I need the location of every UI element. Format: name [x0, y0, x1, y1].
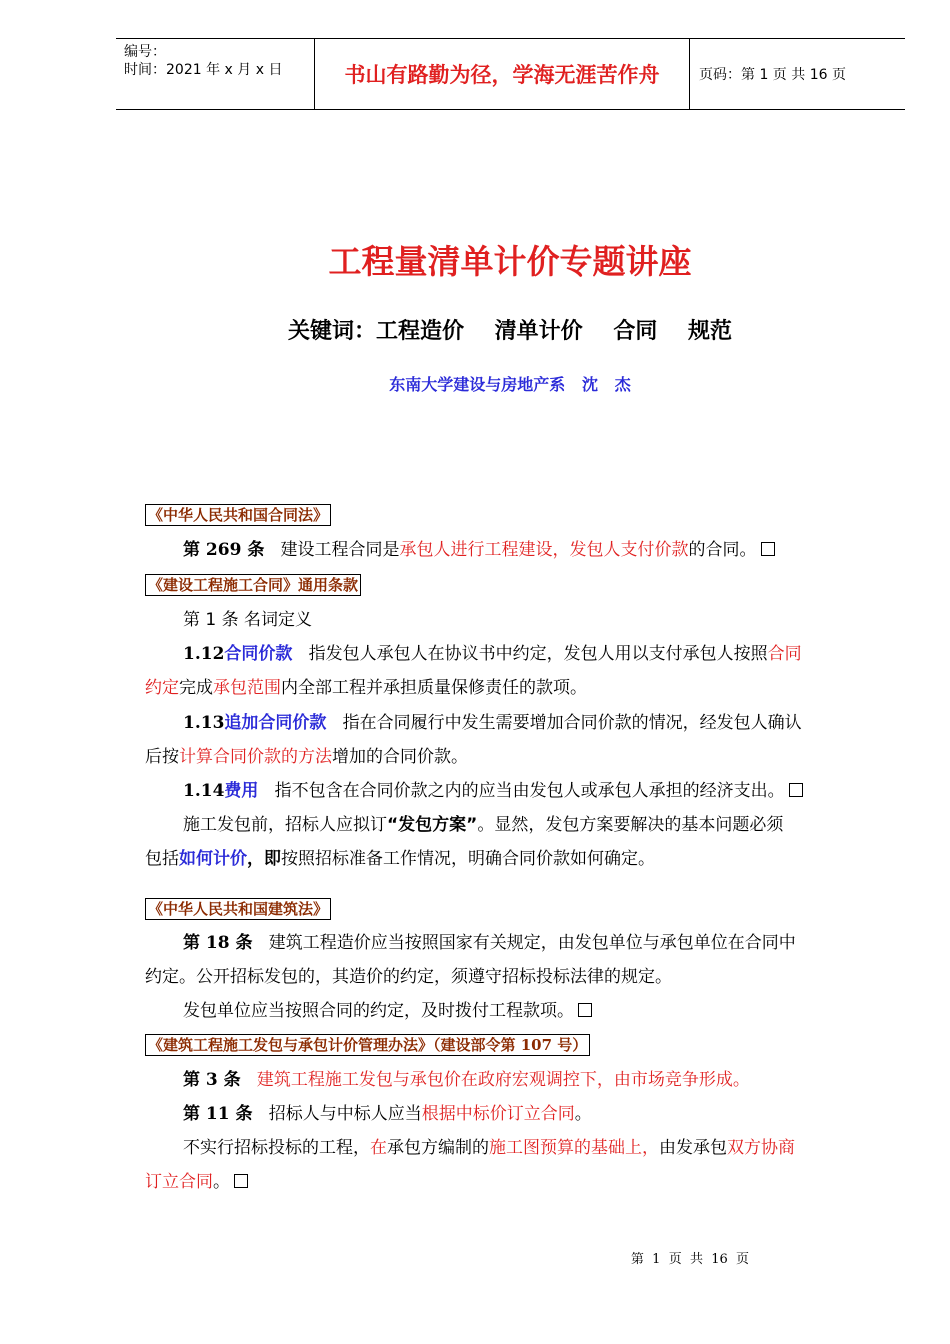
payment-paragraph: 发包单位应当按照合同的约定，及时拨付工程款项。 — [145, 994, 913, 1028]
law-title-building: 《中华人民共和国建筑法》 — [145, 898, 331, 920]
law-title-measures: 《建筑工程施工发包与承包计价管理办法》（建设部令第 107 号） — [145, 1034, 590, 1056]
note-paragraph: 施工发包前，招标人应拟订“发包方案”。显然，发包方案要解决的基本问题必须 — [183, 815, 784, 835]
author-line: 东南大学建设与房地产系 沈 杰 — [389, 375, 631, 394]
number-label: 编号： — [124, 44, 166, 60]
keyword: 合同 — [613, 319, 658, 344]
checkbox-icon — [761, 542, 775, 556]
article-1: 第 1 条 名词定义 — [183, 610, 313, 630]
keyword: 清单计价 — [494, 319, 583, 344]
clause-1-13: 1.13追加合同价款 指在合同履行中发生需要增加合同价款的情况，经发包人确认 — [183, 713, 802, 733]
clause-1-12-cont: 约定完成承包范围内全部工程并承担质量保修责任的款项。 — [145, 678, 587, 698]
checkbox-icon — [234, 1174, 248, 1188]
page-footer: 第 1 页 共 16 页 — [630, 1252, 750, 1267]
time-label: 时间：2021 年 x 月 x 日 — [124, 62, 283, 78]
article-3: 第 3 条 建筑工程施工发包与承包价在政府宏观调控下，由市场竞争形成。 — [183, 1070, 750, 1090]
keyword: 规范 — [687, 319, 732, 344]
law-title-construction-contract: 《建设工程施工合同》通用条款 — [145, 574, 361, 596]
article-11: 第 11 条 招标人与中标人应当根据中标价订立合同。 — [183, 1104, 592, 1124]
article-18: 第 18 条 建筑工程造价应当按照国家有关规定，由发包单位与承包单位在合同中 — [183, 933, 796, 953]
document-title: 工程量清单计价专题讲座 — [328, 242, 692, 281]
header-meta — [116, 39, 315, 109]
article-269: 第 269 条 建设工程合同是承包人进行工程建设，发包人支付价款的合同。 — [145, 533, 913, 567]
last-paragraph: 不实行招标投标的工程，在承包方编制的施工图预算的基础上，由发承包双方协商 — [183, 1138, 795, 1158]
clause-1-13-cont: 后按计算合同价款的方法增加的合同价款。 — [145, 747, 468, 767]
keywords-line — [0, 314, 950, 345]
page-header — [116, 38, 905, 110]
keywords-label: 关键词： — [288, 319, 377, 344]
law-title-contract: 《中华人民共和国合同法》 — [145, 504, 331, 526]
clause-1-14: 1.14费用 指不包含在合同价款之内的应当由发包人或承包人承担的经济支出。 — [145, 774, 913, 808]
checkbox-icon — [789, 783, 803, 797]
article-18-cont: 约定。公开招标发包的，其造价的约定，须遵守招标投标法律的规定。 — [145, 967, 672, 987]
checkbox-icon — [578, 1003, 592, 1017]
note-paragraph-cont: 包括如何计价，即按照招标准备工作情况，明确合同价款如何确定。 — [145, 849, 655, 869]
clause-1-12: 1.12合同价款 指发包人承包人在协议书中约定，发包人用以支付承包人按照合同 — [183, 644, 802, 664]
header-motto: 书山有路勤为径，学海无涯苦作舟 — [315, 39, 690, 109]
last-paragraph-cont: 订立合同。 — [145, 1165, 875, 1199]
keyword: 工程造价 — [376, 319, 465, 344]
header-page-info: 页码：第 1 页 共 16 页 — [699, 67, 846, 83]
